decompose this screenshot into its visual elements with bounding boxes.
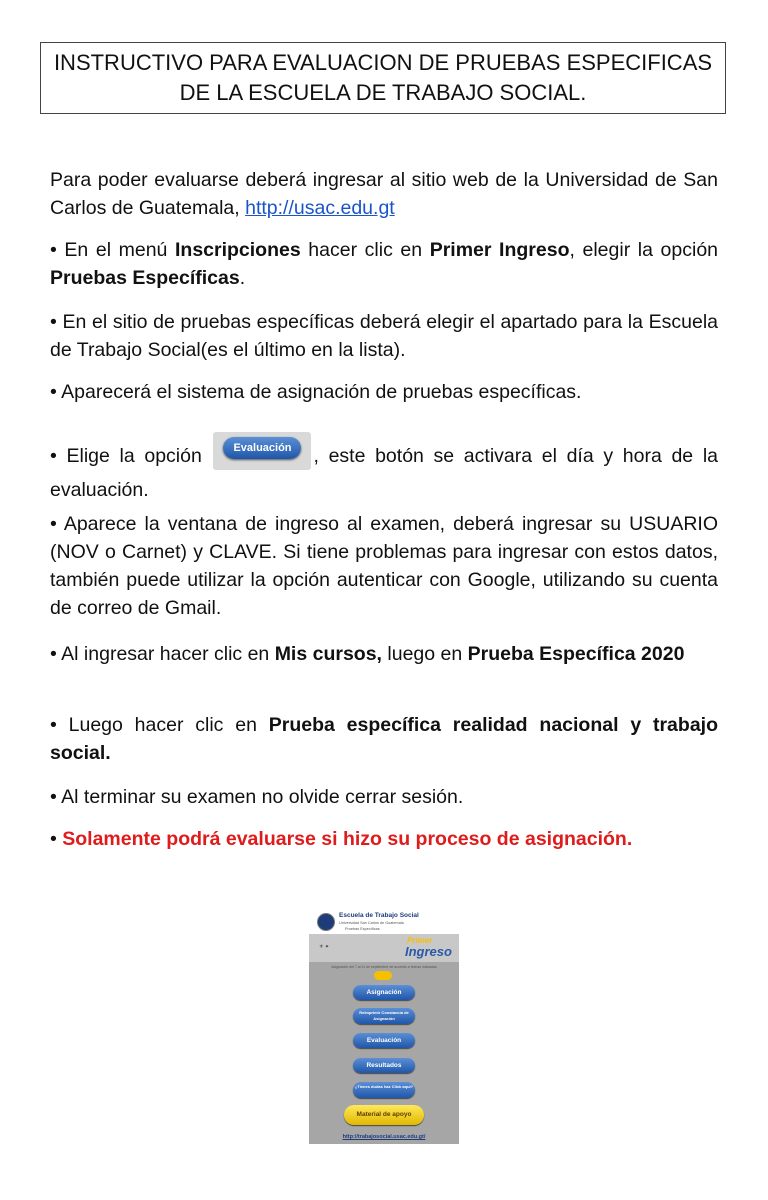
evaluacion-button-image: Evaluación <box>213 432 311 470</box>
step-trabajo-social: • En el sitio de pruebas específicas deberá elegir el apartado para la Escuela de Trabajo Social(es el último en la lista). <box>50 311 718 361</box>
step-warning: • Solamente podrá evaluarse si hizo su proceso de asignación. <box>50 828 633 850</box>
title-line-2: DE LA ESCUELA DE TRABAJO SOCIAL. <box>179 80 587 105</box>
step-inscripciones: • En el menú Inscripciones hacer clic en Primer Ingreso, elegir la opción Pruebas Específicas. <box>50 239 719 289</box>
portal-material-button: Material de apoyo <box>344 1105 424 1125</box>
portal-dudas-button: ¿Tienes dudas haz Click aquí? <box>353 1082 415 1098</box>
portal-url: http://trabajosocial.usac.edu.gt/ <box>342 1134 426 1140</box>
portal-evaluacion-button: Evaluación <box>353 1033 415 1048</box>
step-cerrar-sesion: • Al terminar su examen no olvide cerrar sesión. <box>50 786 464 808</box>
portal-note: Asignación del 7 al 11 de septiembre de acuerdo a fechas indicadas <box>331 965 437 969</box>
usac-link[interactable]: http://usac.edu.gt <box>245 197 395 219</box>
portal-asignacion-button: Asignación <box>353 985 415 1000</box>
portal-resultados-button: Resultados <box>353 1058 415 1073</box>
step-ingreso-examen: • Aparece la ventana de ingreso al examen, deberá ingresar su USUARIO (NOV o Carnet) y CLAVE. Si tiene problemas para ingresar con estos datos, también puede utilizar la opción autenticar con Google, utilizando su cuenta de correo de Gmail. <box>50 513 718 619</box>
step-mis-cursos: • Al ingresar hacer clic en Mis cursos, luego en Prueba Específica 2020 <box>50 643 685 665</box>
step-evaluacion: • Elige la opción Evaluación , este botón se activara el día y hora de la evaluación. <box>50 438 718 504</box>
usac-seal-icon <box>317 913 335 931</box>
portal-primer: Primer <box>407 936 433 945</box>
intro-paragraph: Para poder evaluarse deberá ingresar al sitio web de la Universidad de San Carlos de Guatemala, http://usac.edu.gt <box>50 169 718 219</box>
portal-school-name: Escuela de Trabajo Social <box>339 912 419 919</box>
step-sistema-asignacion: • Aparecerá el sistema de asignación de pruebas específicas. <box>50 381 582 403</box>
portal-header <box>309 908 459 934</box>
portal-university: Universidad San Carlos de Guatemala <box>339 921 404 925</box>
portal-subtitle: Pruebas Específicas <box>345 927 380 931</box>
portal-screenshot <box>309 908 459 1144</box>
portal-reimprimir-button: Reimprimir Constancia de Asignación <box>353 1008 415 1024</box>
title-line-1: INSTRUCTIVO PARA EVALUACION DE PRUEBAS ESPECIFICAS <box>53 50 713 75</box>
portal-ingreso: Ingreso <box>405 944 452 959</box>
document-title <box>40 42 726 114</box>
key-icon <box>374 971 392 980</box>
portal-logos-icon: ⚜ ✦ <box>319 944 330 950</box>
warning-text: Solamente podrá evaluarse si hizo su proceso de asignación. <box>56 828 633 850</box>
step-realidad-nacional: • Luego hacer clic en Prueba específica realidad nacional y trabajo social. <box>50 714 718 764</box>
